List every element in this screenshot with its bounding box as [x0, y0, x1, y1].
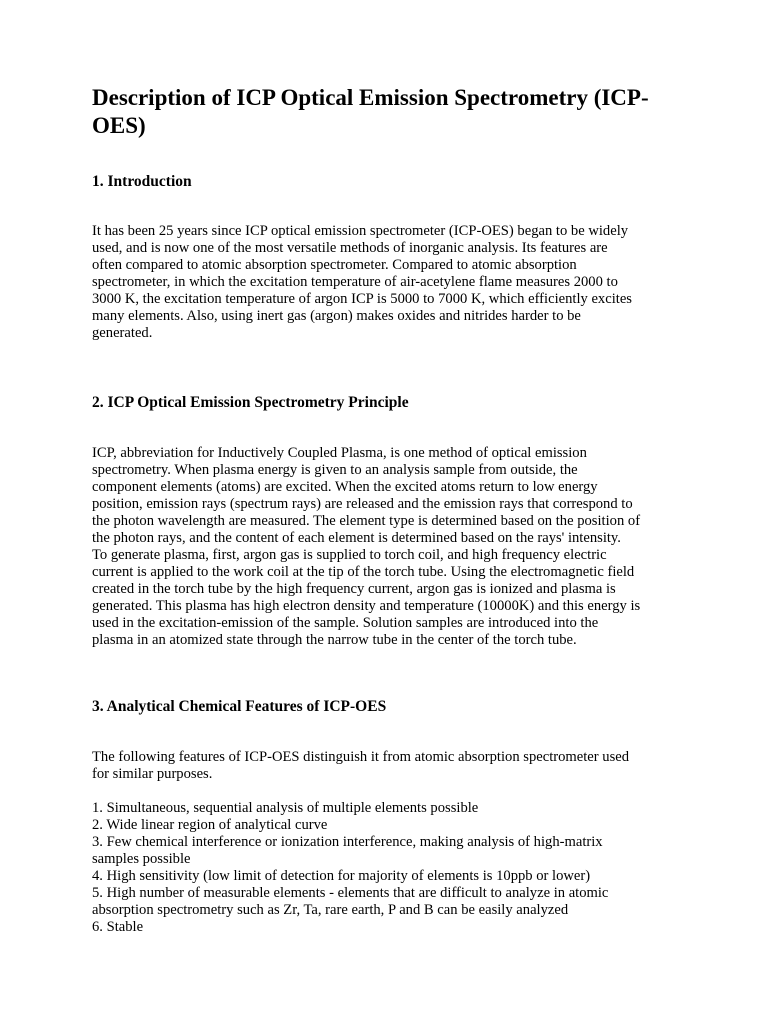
- features-list: [92, 800, 682, 936]
- list-item: 3. Few chemical interference or ionization interference, making analysis of high-matrix samples possible: [92, 834, 603, 867]
- list-item: 5. High number of measurable elements - elements that are difficult to analyze in atomic absorption spectrometry such as Zr, Ta, rare earth, P and B can be easily analyzed: [92, 885, 609, 918]
- document-title: Description of ICP Optical Emission Spectrometry (ICP- OES): [92, 85, 649, 138]
- document-page: [92, 84, 682, 935]
- section-paragraph-introduction: It has been 25 years since ICP optical emission spectrometer (ICP-OES) began to be widely used, and is now one of the most versatile methods of inorganic analysis. Its features are often compared to atomic absorption spectrometer. Compared to atomic absorption spectrometer, in which the excitation temperature of air-acetylene flame measures 2000 to 3000 K, the excitation temperature of argon ICP is 5000 to 7000 K, which efficiently excites many elements. Also, using inert gas (argon) makes oxides and nitrides harder to be generated.: [92, 223, 632, 341]
- list-item: 2. Wide linear region of analytical curve: [92, 817, 328, 833]
- section-paragraph-principle: ICP, abbreviation for Inductively Coupled Plasma, is one method of optical emission spectrometry. When plasma energy is given to an analysis sample from outside, the component elements (atoms) are excited. When the excited atoms return to low energy position, emission rays (spectrum rays) are released and the emission rays that correspond to the photon wavelength are measured. The element type is determined based on the position of the photon rays, and the content of each element is determined based on the rays' intensity. To generate plasma, first, argon gas is supplied to torch coil, and high frequency electric current is applied to the work coil at the tip of the torch tube. Using the electromagnetic field created in the torch tube by the high frequency current, argon gas is ionized and plasma is generated. This plasma has high electron density and temperature (10000K) and this energy is used in the excitation-emission of the sample. Solution samples are introduced into the plasma in an atomized state through the narrow tube in the center of the torch tube.: [92, 445, 641, 648]
- list-item: 4. High sensitivity (low limit of detection for majority of elements is 10ppb or lower): [92, 868, 591, 884]
- list-item: 1. Simultaneous, sequential analysis of multiple elements possible: [92, 800, 479, 816]
- section-heading-principle: 2. ICP Optical Emission Spectrometry Principle: [92, 394, 409, 411]
- section-heading-features: 3. Analytical Chemical Features of ICP-OES: [92, 698, 387, 715]
- section-heading-introduction: 1. Introduction: [92, 173, 192, 190]
- section-paragraph-features: The following features of ICP-OES distinguish it from atomic absorption spectrometer used for similar purposes.: [92, 749, 630, 782]
- list-item: 6. Stable: [92, 919, 144, 935]
